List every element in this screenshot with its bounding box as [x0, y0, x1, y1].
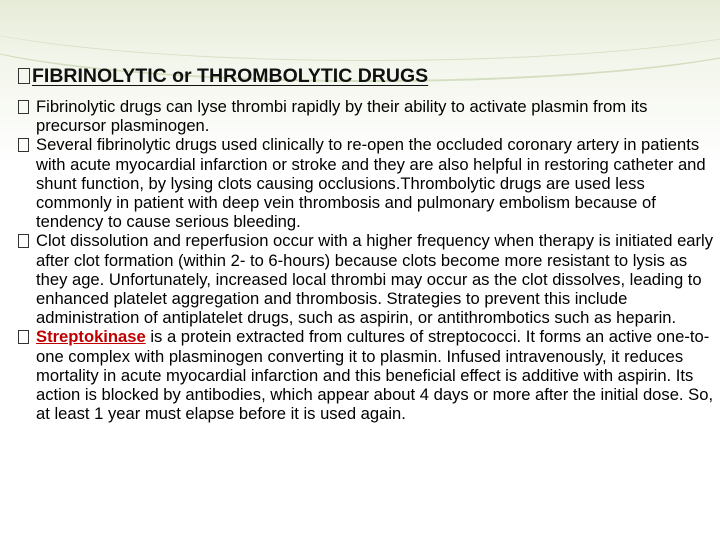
missing-glyph-icon	[18, 330, 29, 344]
bullet-item-3	[18, 231, 716, 327]
slide-title	[18, 64, 716, 88]
bullet-text: Fibrinolytic drugs can lyse thrombi rapidly by their ability to activate plasmin from its precursor plasminogen.	[36, 97, 648, 136]
missing-glyph-icon	[18, 68, 30, 84]
bullet-list	[18, 97, 716, 423]
missing-glyph-icon	[18, 234, 29, 248]
bullet-item-4	[18, 327, 716, 423]
slide-content	[18, 64, 716, 423]
bullet-text: Several fibrinolytic drugs used clinically to re-open the occluded coronary artery in patients with acute myocardial infarction or stroke and they are also helpful in restoring catheter and shunt function, by lysing clots causing occlusions.Thrombolytic drugs are used less commonly in patient with deep vein thrombosis and pulmonary embolism because of tendency to cause serious bleeding.	[36, 135, 706, 232]
bullet-text: Clot dissolution and reperfusion occur with a higher frequency when therapy is initiated early after clot formation (within 2- to 6-hours) because clots become more resistant to lysis as they age. Unfortunately, increased local thrombi may occur as the clot dissolves, leading to enhanced platelet aggregation and thrombosis. Strategies to prevent this include administration of antiplatelet drugs, such as aspirin, or antithrombotics such as heparin.	[36, 231, 714, 328]
missing-glyph-icon	[18, 100, 29, 114]
bullet-item-1	[18, 97, 716, 135]
bullet-text: is a protein extracted from cultures of streptococci. It forms an active one-to-one complex with plasminogen converting it to plasmin. Infused intravenously, it reduces mortality in acute myocardial infarction and this beneficial effect is additive with aspirin. Its action is blocked by antibodies, which appear about 4 days or more after the initial dose. So, at least 1 year must elapse before it is used again.	[36, 327, 714, 424]
bullet-item-2	[18, 135, 716, 231]
missing-glyph-icon	[18, 138, 29, 152]
streptokinase-link[interactable]: Streptokinase	[36, 327, 146, 347]
slide-title-text: FIBRINOLYTIC or THROMBOLYTIC DRUGS	[32, 65, 429, 87]
